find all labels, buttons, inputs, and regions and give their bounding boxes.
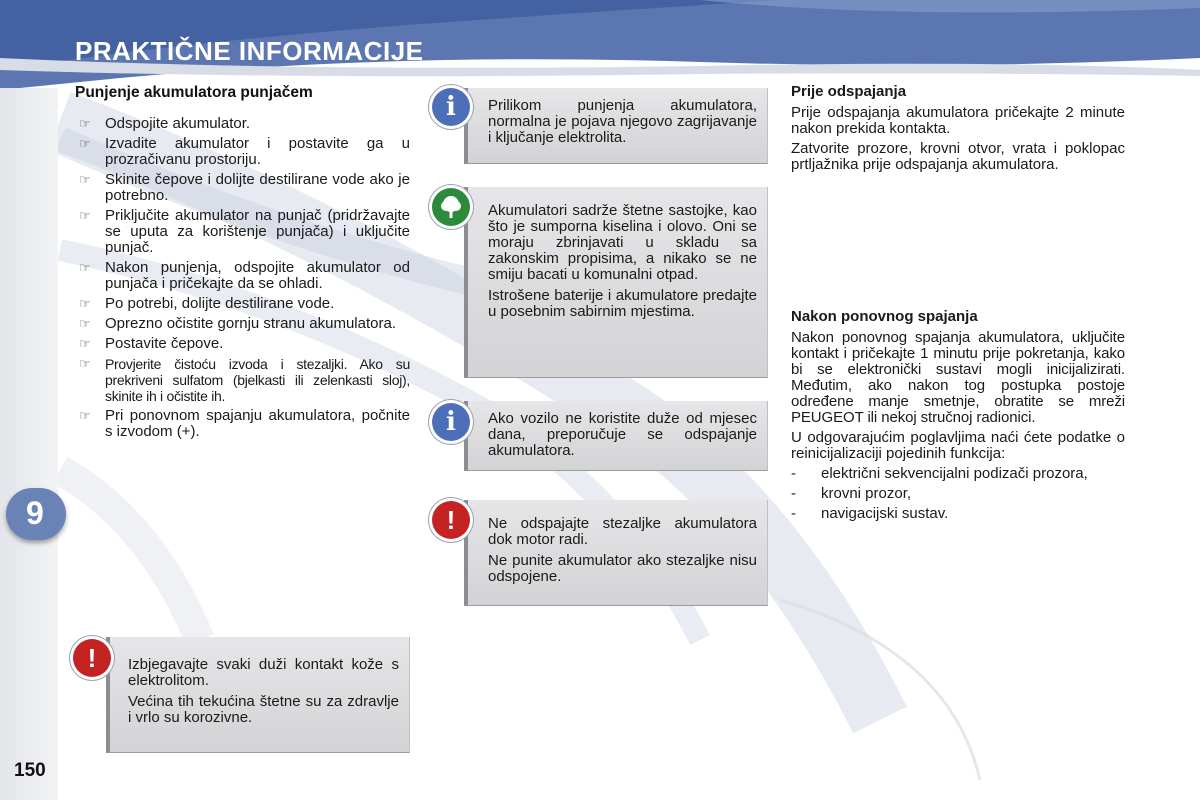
left-heading: Punjenje akumulatora punjačem	[75, 84, 313, 101]
info-icon: i	[432, 403, 470, 441]
list-item: ☞ Priključite akumulator na punjač (pridržavajte se uputa za korištenje punjača) i uključite punjač.	[79, 207, 410, 256]
function-list	[791, 466, 1125, 522]
info-icon: i	[432, 88, 470, 126]
pointing-hand-icon: ☞	[79, 172, 91, 187]
exclamation-icon: !	[432, 501, 470, 539]
before-disconnect-section	[791, 84, 1125, 177]
exclamation-icon: !	[73, 639, 111, 677]
paragraph: Zatvorite prozore, krovni otvor, vrata i poklopac prtljažnika prije odspajanja akumulatora.	[791, 140, 1125, 173]
list-item: ☞ Provjerite čistoću izvoda i stezaljki. Ako su prekriveni sulfatom (bjelkasti ili zelenkasti sloj), skinite ih i očistite ih.	[79, 356, 410, 404]
warning-text: Ne odspajajte stezaljke akumulatora dok motor radi.	[488, 515, 757, 548]
page-number: 150	[14, 760, 46, 781]
electrolyte-warning-box	[106, 637, 410, 753]
list-item: ☞ Postavite čepove.	[79, 335, 224, 352]
pointing-hand-icon: ☞	[79, 296, 91, 311]
section-heading: Prije odspajanja	[791, 83, 907, 100]
warning-text: Izbjegavajte svaki duži kontakt kože s elektrolitom.	[128, 656, 399, 689]
info-text: Prilikom punjenja akumulatora, normalna je pojava njegovo zagrijavanje i ključanje elektrolita.	[488, 97, 757, 146]
paragraph: U odgovarajućim poglavljima naći ćete podatke o reinicijalizaciji pojedinih funkcija:	[791, 429, 1125, 462]
list-item: ☞ Odspojite akumulator.	[79, 115, 251, 132]
page-title: PRAKTIČNE INFORMACIJE	[75, 36, 424, 66]
pointing-hand-icon: ☞	[79, 136, 91, 151]
list-item: ☞ Oprezno očistite gornju stranu akumulatora.	[79, 315, 396, 332]
side-strip	[0, 88, 58, 800]
pointing-hand-icon: ☞	[79, 408, 91, 423]
chapter-tab[interactable]	[6, 488, 66, 540]
list-item: ☞ Nakon punjenja, odspojite akumulator od punjača i pričekajte da se ohladi.	[79, 259, 410, 292]
storage-info-box	[464, 401, 768, 471]
pointing-hand-icon: ☞	[79, 116, 91, 131]
paragraph: Nakon ponovnog spajanja akumulatora, uključite kontakt i pričekajte 1 minutu prije pokretanja, kako bi se elektronički sustavi mogli inicijalizirati. Međutim, ako nakon tog postupka postoje određene manje smetnje, obratite se mreži PEUGEOT ili nekoj stručnoj radionici.	[791, 329, 1125, 426]
pointing-hand-icon: ☞	[79, 356, 91, 371]
environment-box	[464, 187, 768, 378]
eco-text: Akumulatori sadrže štetne sastojke, kao što je sumporna kiselina i olovo. Oni se moraju zbrinjavati u skladu sa zakonskim propisima, a nikako se ne smiju bacati u komunalni otpad.	[488, 202, 757, 283]
pointing-hand-icon: ☞	[79, 336, 91, 351]
list-item: ☞ Po potrebi, dolijte destilirane vode.	[79, 295, 335, 312]
eco-text: Istrošene baterije i akumulatore predajte u posebnim sabirnim mjestima.	[488, 287, 757, 320]
instruction-list	[77, 116, 410, 444]
list-item: - navigacijski sustav.	[791, 505, 949, 522]
pointing-hand-icon: ☞	[79, 260, 91, 275]
list-item: ☞ Izvadite akumulator i postavite ga u prozračivanu prostoriju.	[79, 135, 410, 168]
list-item: ☞ Pri ponovnom spajanju akumulatora, počnite s izvodom (+).	[79, 407, 410, 440]
pointing-hand-icon: ☞	[79, 316, 91, 331]
after-reconnect-section	[791, 309, 1125, 526]
pointing-hand-icon: ☞	[79, 208, 91, 223]
charging-info-box	[464, 88, 768, 164]
tree-icon	[432, 188, 470, 226]
list-item: - električni sekvencijalni podizači prozora,	[791, 465, 1088, 482]
warning-text: Većina tih tekućina štetne su za zdravlje i vrlo su korozivne.	[128, 693, 399, 726]
list-item: ☞ Skinite čepove i dolijte destilirane vode ako je potrebno.	[79, 171, 410, 204]
section-heading: Nakon ponovnog spajanja	[791, 308, 978, 325]
chapter-number: 9	[26, 495, 44, 531]
warning-text: Ne punite akumulator ako stezaljke nisu odspojene.	[488, 552, 757, 585]
paragraph: Prije odspajanja akumulatora pričekajte 2 minute nakon prekida kontakta.	[791, 104, 1125, 137]
clamps-warning-box	[464, 500, 768, 606]
info-text: Ako vozilo ne koristite duže od mjesec dana, preporučuje se odspajanje akumulatora.	[488, 410, 757, 459]
list-item: - krovni prozor,	[791, 485, 912, 502]
